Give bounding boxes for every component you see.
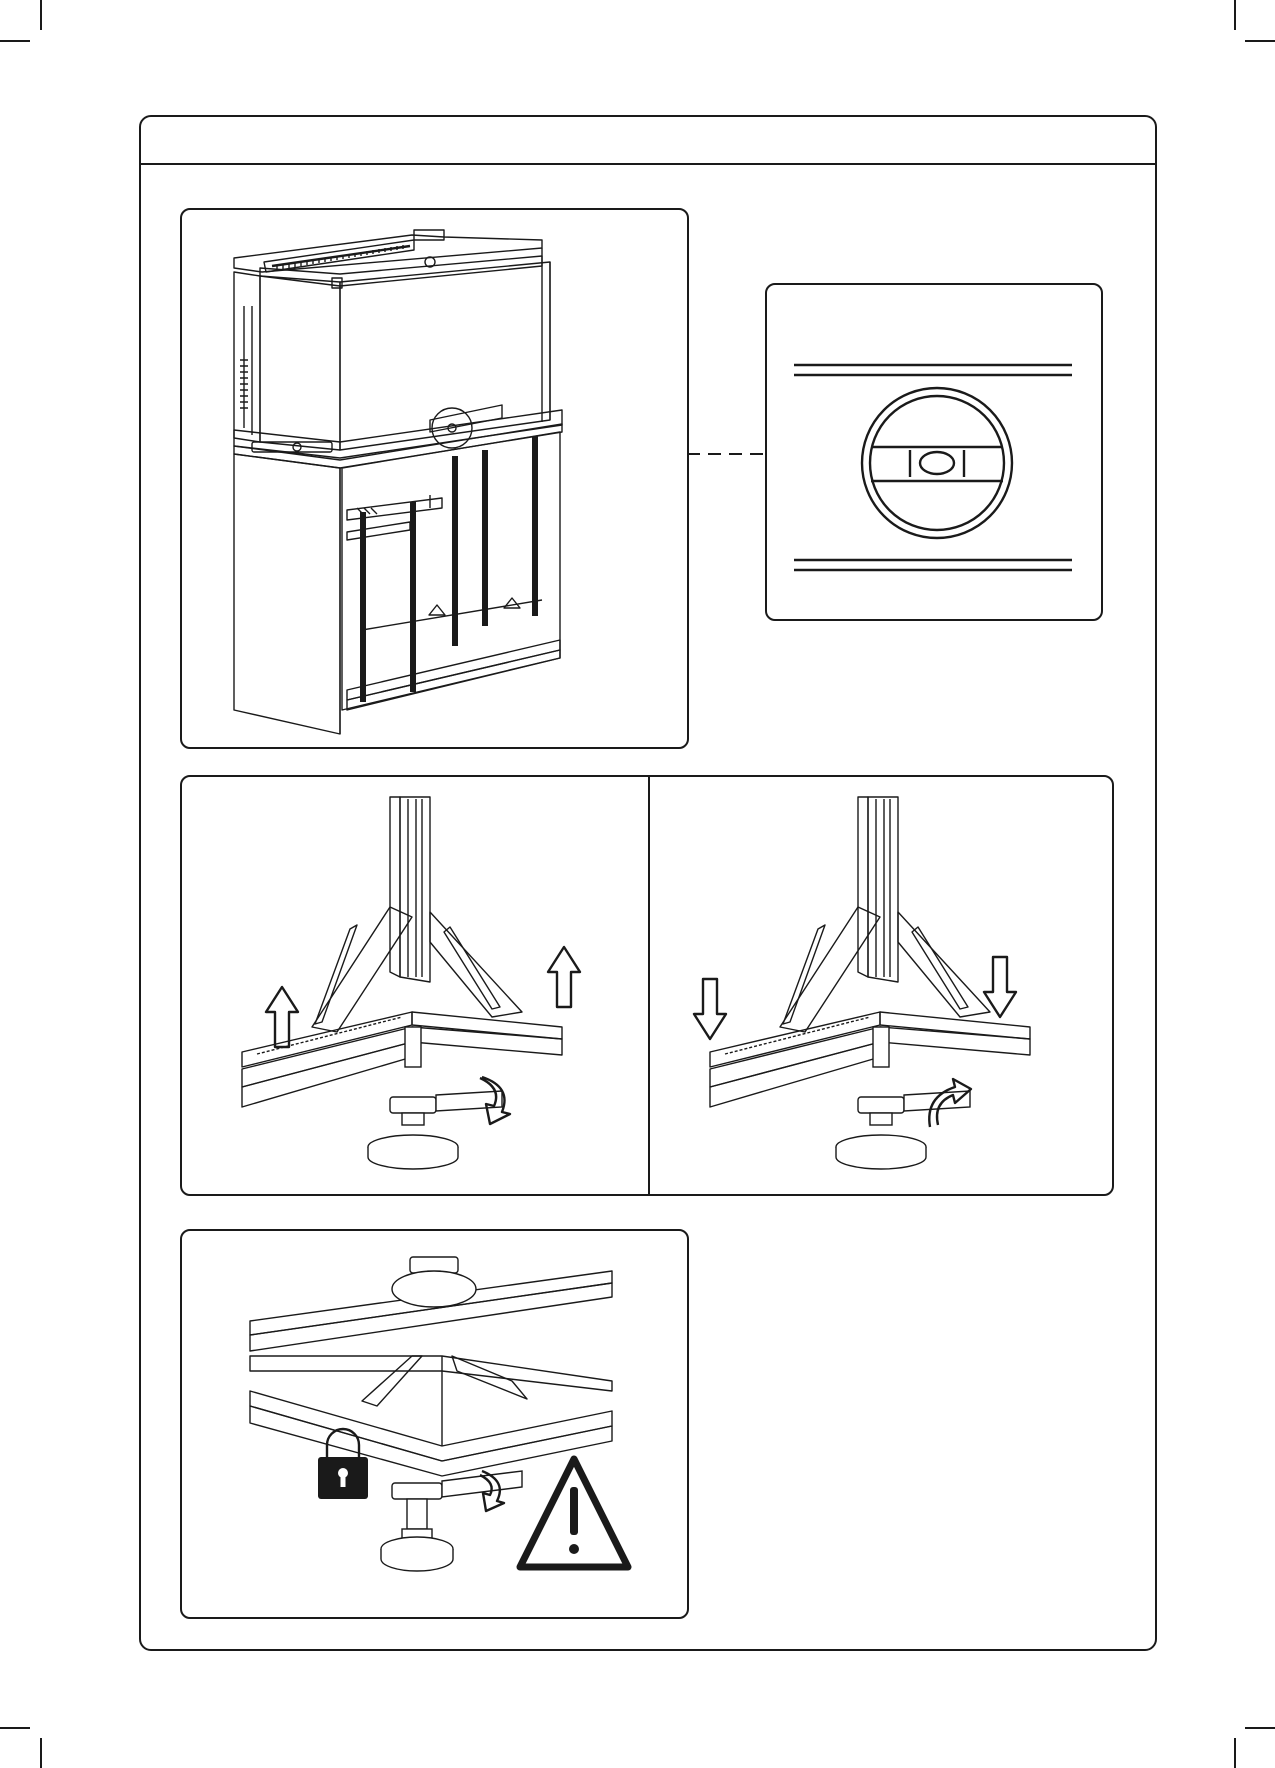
aquarium-cabinet-drawing [182, 210, 687, 747]
cabinet-overview-panel [180, 208, 689, 749]
foot-adjustment-panel [180, 775, 1114, 1196]
raise-corner-drawing [182, 777, 648, 1194]
spirit-level-icon [767, 285, 1101, 619]
lower-corner-drawing [650, 777, 1114, 1194]
lock-foot-drawing [182, 1231, 687, 1617]
level-detail-panel [765, 283, 1103, 621]
padlock-icon [318, 1429, 368, 1499]
down-arrow-icon [694, 979, 726, 1039]
up-arrow-icon [548, 947, 580, 1007]
down-arrow-icon [984, 957, 1016, 1017]
up-arrow-icon [266, 987, 298, 1047]
lock-foot-panel [180, 1229, 689, 1619]
warning-triangle-icon [520, 1459, 628, 1567]
